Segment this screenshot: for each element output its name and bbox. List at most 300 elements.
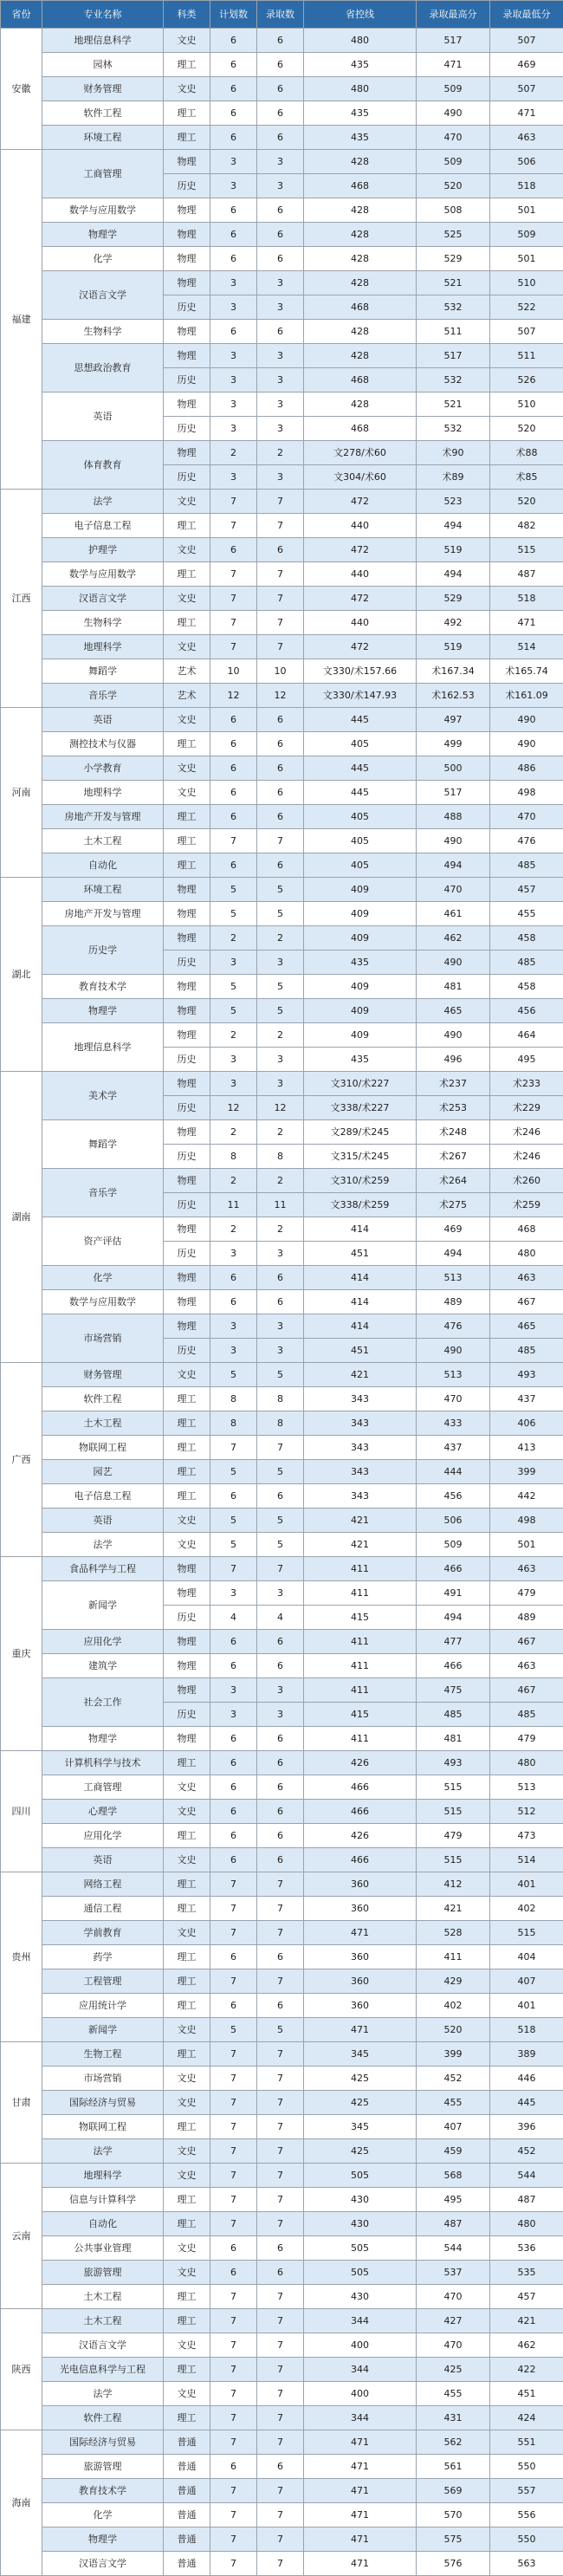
control-line-cell: 409 xyxy=(304,999,417,1023)
plan-count-cell: 6 xyxy=(210,1290,257,1314)
major-cell: 英语 xyxy=(42,393,164,441)
max-score-cell: 569 xyxy=(417,2479,490,2503)
control-line-cell: 414 xyxy=(304,1217,417,1242)
admit-count-cell: 2 xyxy=(257,441,304,465)
plan-count-cell: 6 xyxy=(210,77,257,101)
major-cell: 土木工程 xyxy=(42,2309,164,2333)
plan-count-cell: 2 xyxy=(210,1169,257,1193)
admit-count-cell: 7 xyxy=(257,2503,304,2527)
table-row xyxy=(1,2503,563,2527)
admit-count-cell: 7 xyxy=(257,1969,304,1994)
control-line-cell: 400 xyxy=(304,2382,417,2406)
admit-count-cell: 6 xyxy=(257,732,304,756)
admit-count-cell: 6 xyxy=(257,1654,304,1678)
min-score-cell: 522 xyxy=(490,295,563,320)
control-line-cell: 426 xyxy=(304,1824,417,1848)
admit-count-cell: 6 xyxy=(257,538,304,562)
table-row xyxy=(1,53,563,77)
control-line-cell: 文304/术60 xyxy=(304,465,417,490)
plan-count-cell: 3 xyxy=(210,951,257,975)
max-score-cell: 511 xyxy=(417,320,490,344)
min-score-cell: 468 xyxy=(490,1217,563,1242)
min-score-cell: 术260 xyxy=(490,1169,563,1193)
table-row xyxy=(1,2139,563,2164)
plan-count-cell: 2 xyxy=(210,926,257,951)
plan-count-cell: 3 xyxy=(210,465,257,490)
subject-type-cell: 物理 xyxy=(164,902,210,926)
admit-count-cell: 3 xyxy=(257,417,304,441)
plan-count-cell: 3 xyxy=(210,1242,257,1266)
admit-count-cell: 7 xyxy=(257,2430,304,2455)
min-score-cell: 465 xyxy=(490,1314,563,1339)
min-score-cell: 485 xyxy=(490,853,563,878)
major-cell: 应用化学 xyxy=(42,1630,164,1654)
max-score-cell: 528 xyxy=(417,1921,490,1945)
admit-count-cell: 7 xyxy=(257,2139,304,2164)
max-score-cell: 411 xyxy=(417,1945,490,1969)
admit-count-cell: 3 xyxy=(257,368,304,393)
max-score-cell: 517 xyxy=(417,344,490,368)
admit-count-cell: 6 xyxy=(257,53,304,77)
table-row xyxy=(1,2406,563,2430)
table-row xyxy=(1,2333,563,2358)
min-score-cell: 526 xyxy=(490,368,563,393)
subject-type-cell: 物理 xyxy=(164,1072,210,1096)
table-row xyxy=(1,684,563,708)
major-cell: 国际经济与贸易 xyxy=(42,2091,164,2115)
major-cell: 资产评估 xyxy=(42,1217,164,1266)
min-score-cell: 455 xyxy=(490,902,563,926)
plan-count-cell: 6 xyxy=(210,1727,257,1751)
control-line-cell: 428 xyxy=(304,150,417,174)
subject-type-cell: 文史 xyxy=(164,1363,210,1387)
control-line-cell: 411 xyxy=(304,1727,417,1751)
control-line-cell: 411 xyxy=(304,1654,417,1678)
admit-count-cell: 7 xyxy=(257,514,304,538)
table-row xyxy=(1,1654,563,1678)
plan-count-cell: 7 xyxy=(210,2212,257,2236)
subject-type-cell: 理工 xyxy=(164,1824,210,1848)
subject-type-cell: 理工 xyxy=(164,101,210,126)
table-row xyxy=(1,1509,563,1533)
max-score-cell: 455 xyxy=(417,2382,490,2406)
max-score-cell: 521 xyxy=(417,393,490,417)
max-score-cell: 402 xyxy=(417,1994,490,2018)
plan-count-cell: 7 xyxy=(210,635,257,659)
table-row xyxy=(1,659,563,684)
admit-count-cell: 6 xyxy=(257,1751,304,1775)
admit-count-cell: 3 xyxy=(257,271,304,295)
table-row xyxy=(1,1824,563,1848)
plan-count-cell: 7 xyxy=(210,1557,257,1581)
subject-type-cell: 历史 xyxy=(164,1048,210,1072)
control-line-cell: 471 xyxy=(304,2503,417,2527)
admit-count-cell: 4 xyxy=(257,1606,304,1630)
table-row xyxy=(1,975,563,999)
control-line-cell: 文310/术227 xyxy=(304,1072,417,1096)
table-row xyxy=(1,635,563,659)
plan-count-cell: 3 xyxy=(210,344,257,368)
control-line-cell: 343 xyxy=(304,1484,417,1509)
table-row xyxy=(1,2236,563,2261)
max-score-cell: 479 xyxy=(417,1824,490,1848)
min-score-cell: 479 xyxy=(490,1581,563,1606)
max-score-cell: 481 xyxy=(417,975,490,999)
plan-count-cell: 7 xyxy=(210,1872,257,1897)
table-row xyxy=(1,1945,563,1969)
min-score-cell: 404 xyxy=(490,1945,563,1969)
table-row xyxy=(1,344,563,368)
table-row xyxy=(1,1630,563,1654)
control-line-cell: 445 xyxy=(304,781,417,805)
major-cell: 环境工程 xyxy=(42,126,164,150)
subject-type-cell: 理工 xyxy=(164,2212,210,2236)
major-cell: 市场营销 xyxy=(42,1314,164,1363)
subject-type-cell: 理工 xyxy=(164,1969,210,1994)
admit-count-cell: 5 xyxy=(257,1363,304,1387)
max-score-cell: 491 xyxy=(417,1581,490,1606)
plan-count-cell: 3 xyxy=(210,1339,257,1363)
plan-count-cell: 7 xyxy=(210,2285,257,2309)
max-score-cell: 525 xyxy=(417,223,490,247)
table-row xyxy=(1,441,563,465)
admit-count-cell: 3 xyxy=(257,1339,304,1363)
plan-count-cell: 6 xyxy=(210,1266,257,1290)
min-score-cell: 510 xyxy=(490,393,563,417)
major-cell: 网络工程 xyxy=(42,1872,164,1897)
table-row xyxy=(1,77,563,101)
plan-count-cell: 6 xyxy=(210,53,257,77)
admit-count-cell: 3 xyxy=(257,1581,304,1606)
table-row xyxy=(1,587,563,611)
table-row xyxy=(1,2309,563,2333)
admit-count-cell: 5 xyxy=(257,1509,304,1533)
province-cell: 江西 xyxy=(1,490,42,708)
plan-count-cell: 5 xyxy=(210,902,257,926)
subject-type-cell: 文史 xyxy=(164,2236,210,2261)
table-row xyxy=(1,999,563,1023)
table-row xyxy=(1,2261,563,2285)
max-score-cell: 529 xyxy=(417,247,490,271)
max-score-cell: 509 xyxy=(417,77,490,101)
min-score-cell: 463 xyxy=(490,126,563,150)
max-score-cell: 475 xyxy=(417,1678,490,1703)
min-score-cell: 术88 xyxy=(490,441,563,465)
major-cell: 电子信息工程 xyxy=(42,514,164,538)
min-score-cell: 487 xyxy=(490,2188,563,2212)
min-score-cell: 520 xyxy=(490,490,563,514)
major-cell: 法学 xyxy=(42,490,164,514)
max-score-cell: 495 xyxy=(417,2188,490,2212)
province-cell: 福建 xyxy=(1,150,42,490)
min-score-cell: 470 xyxy=(490,805,563,829)
admit-count-cell: 12 xyxy=(257,1096,304,1120)
admit-count-cell: 5 xyxy=(257,2018,304,2042)
subject-type-cell: 文史 xyxy=(164,2139,210,2164)
major-cell: 新闻学 xyxy=(42,2018,164,2042)
control-line-cell: 505 xyxy=(304,2164,417,2188)
control-line-cell: 471 xyxy=(304,2552,417,2576)
control-line-cell: 428 xyxy=(304,344,417,368)
min-score-cell: 518 xyxy=(490,2018,563,2042)
plan-count-cell: 6 xyxy=(210,2236,257,2261)
min-score-cell: 402 xyxy=(490,1897,563,1921)
control-line-cell: 451 xyxy=(304,1242,417,1266)
admit-count-cell: 7 xyxy=(257,2091,304,2115)
admit-count-cell: 3 xyxy=(257,1678,304,1703)
major-cell: 地理信息科学 xyxy=(42,1023,164,1072)
subject-type-cell: 文史 xyxy=(164,490,210,514)
major-cell: 数学与应用数学 xyxy=(42,198,164,223)
admit-count-cell: 7 xyxy=(257,1921,304,1945)
max-score-cell: 470 xyxy=(417,2333,490,2358)
plan-count-cell: 7 xyxy=(210,2139,257,2164)
min-score-cell: 389 xyxy=(490,2042,563,2067)
table-row xyxy=(1,271,563,295)
subject-type-cell: 文史 xyxy=(164,1775,210,1800)
min-score-cell: 480 xyxy=(490,2212,563,2236)
control-line-cell: 430 xyxy=(304,2285,417,2309)
control-line-cell: 344 xyxy=(304,2309,417,2333)
header-max-score: 录取最高分 xyxy=(417,1,490,29)
max-score-cell: 490 xyxy=(417,951,490,975)
max-score-cell: 576 xyxy=(417,2552,490,2576)
major-cell: 心理学 xyxy=(42,1800,164,1824)
table-row xyxy=(1,2455,563,2479)
subject-type-cell: 文史 xyxy=(164,2018,210,2042)
major-cell: 生物科学 xyxy=(42,611,164,635)
major-cell: 工程管理 xyxy=(42,1969,164,1994)
subject-type-cell: 理工 xyxy=(164,611,210,635)
control-line-cell: 428 xyxy=(304,223,417,247)
control-line-cell: 405 xyxy=(304,732,417,756)
major-cell: 环境工程 xyxy=(42,878,164,902)
max-score-cell: 术264 xyxy=(417,1169,490,1193)
plan-count-cell: 7 xyxy=(210,2527,257,2552)
subject-type-cell: 物理 xyxy=(164,150,210,174)
subject-type-cell: 理工 xyxy=(164,2115,210,2139)
province-cell: 河南 xyxy=(1,708,42,878)
control-line-cell: 421 xyxy=(304,1509,417,1533)
admit-count-cell: 6 xyxy=(257,126,304,150)
min-score-cell: 术229 xyxy=(490,1096,563,1120)
major-cell: 音乐学 xyxy=(42,1169,164,1217)
major-cell: 物理学 xyxy=(42,223,164,247)
max-score-cell: 452 xyxy=(417,2067,490,2091)
control-line-cell: 428 xyxy=(304,198,417,223)
max-score-cell: 575 xyxy=(417,2527,490,2552)
header-row xyxy=(1,1,563,29)
major-cell: 房地产开发与管理 xyxy=(42,805,164,829)
min-score-cell: 399 xyxy=(490,1460,563,1484)
admit-count-cell: 2 xyxy=(257,1120,304,1145)
control-line-cell: 414 xyxy=(304,1290,417,1314)
control-line-cell: 421 xyxy=(304,1363,417,1387)
plan-count-cell: 7 xyxy=(210,2115,257,2139)
subject-type-cell: 历史 xyxy=(164,1606,210,1630)
table-row xyxy=(1,1169,563,1193)
control-line-cell: 405 xyxy=(304,805,417,829)
control-line-cell: 435 xyxy=(304,951,417,975)
subject-type-cell: 物理 xyxy=(164,223,210,247)
control-line-cell: 411 xyxy=(304,1581,417,1606)
subject-type-cell: 文史 xyxy=(164,2067,210,2091)
subject-type-cell: 理工 xyxy=(164,805,210,829)
control-line-cell: 411 xyxy=(304,1557,417,1581)
plan-count-cell: 7 xyxy=(210,2333,257,2358)
min-score-cell: 518 xyxy=(490,587,563,611)
control-line-cell: 360 xyxy=(304,1945,417,1969)
max-score-cell: 500 xyxy=(417,756,490,781)
province-cell: 四川 xyxy=(1,1751,42,1872)
min-score-cell: 498 xyxy=(490,1509,563,1533)
table-row xyxy=(1,150,563,174)
plan-count-cell: 7 xyxy=(210,1436,257,1460)
max-score-cell: 519 xyxy=(417,538,490,562)
plan-count-cell: 5 xyxy=(210,1533,257,1557)
control-line-cell: 435 xyxy=(304,53,417,77)
plan-count-cell: 3 xyxy=(210,150,257,174)
min-score-cell: 550 xyxy=(490,2527,563,2552)
control-line-cell: 435 xyxy=(304,126,417,150)
admit-count-cell: 6 xyxy=(257,223,304,247)
major-cell: 物理学 xyxy=(42,1727,164,1751)
plan-count-cell: 2 xyxy=(210,441,257,465)
min-score-cell: 471 xyxy=(490,101,563,126)
admit-count-cell: 2 xyxy=(257,1023,304,1048)
major-cell: 市场营销 xyxy=(42,2067,164,2091)
major-cell: 化学 xyxy=(42,247,164,271)
subject-type-cell: 物理 xyxy=(164,393,210,417)
control-line-cell: 405 xyxy=(304,829,417,853)
control-line-cell: 428 xyxy=(304,320,417,344)
admit-count-cell: 3 xyxy=(257,295,304,320)
control-line-cell: 472 xyxy=(304,490,417,514)
subject-type-cell: 理工 xyxy=(164,1945,210,1969)
admit-count-cell: 3 xyxy=(257,1072,304,1096)
admit-count-cell: 7 xyxy=(257,1897,304,1921)
major-cell: 工商管理 xyxy=(42,1775,164,1800)
admit-count-cell: 3 xyxy=(257,1048,304,1072)
table-row xyxy=(1,29,563,53)
control-line-cell: 471 xyxy=(304,2018,417,2042)
control-line-cell: 466 xyxy=(304,1848,417,1872)
major-cell: 地理科学 xyxy=(42,2164,164,2188)
plan-count-cell: 6 xyxy=(210,1484,257,1509)
min-score-cell: 479 xyxy=(490,1727,563,1751)
min-score-cell: 445 xyxy=(490,2091,563,2115)
subject-type-cell: 历史 xyxy=(164,1242,210,1266)
admit-count-cell: 6 xyxy=(257,29,304,53)
admit-count-cell: 5 xyxy=(257,902,304,926)
major-cell: 思想政治教育 xyxy=(42,344,164,393)
major-cell: 物理学 xyxy=(42,999,164,1023)
admit-count-cell: 6 xyxy=(257,77,304,101)
subject-type-cell: 物理 xyxy=(164,1654,210,1678)
major-cell: 化学 xyxy=(42,2503,164,2527)
min-score-cell: 471 xyxy=(490,611,563,635)
subject-type-cell: 理工 xyxy=(164,1872,210,1897)
min-score-cell: 476 xyxy=(490,829,563,853)
table-row xyxy=(1,2042,563,2067)
table-row xyxy=(1,2285,563,2309)
table-row xyxy=(1,1994,563,2018)
major-cell: 汉语言文学 xyxy=(42,271,164,320)
subject-type-cell: 文史 xyxy=(164,1533,210,1557)
control-line-cell: 文330/术147.93 xyxy=(304,684,417,708)
table-row xyxy=(1,756,563,781)
subject-type-cell: 物理 xyxy=(164,198,210,223)
admit-count-cell: 2 xyxy=(257,1169,304,1193)
major-cell: 软件工程 xyxy=(42,2406,164,2430)
subject-type-cell: 物理 xyxy=(164,1678,210,1703)
control-line-cell: 471 xyxy=(304,2430,417,2455)
table-row xyxy=(1,126,563,150)
plan-count-cell: 7 xyxy=(210,1897,257,1921)
major-cell: 旅游管理 xyxy=(42,2261,164,2285)
control-line-cell: 343 xyxy=(304,1436,417,1460)
max-score-cell: 499 xyxy=(417,732,490,756)
major-cell: 地理信息科学 xyxy=(42,29,164,53)
control-line-cell: 文330/术157.66 xyxy=(304,659,417,684)
plan-count-cell: 6 xyxy=(210,538,257,562)
max-score-cell: 509 xyxy=(417,1533,490,1557)
subject-type-cell: 物理 xyxy=(164,1217,210,1242)
admit-count-cell: 5 xyxy=(257,975,304,999)
plan-count-cell: 3 xyxy=(210,271,257,295)
table-row xyxy=(1,2091,563,2115)
max-score-cell: 544 xyxy=(417,2236,490,2261)
admit-count-cell: 8 xyxy=(257,1387,304,1411)
max-score-cell: 487 xyxy=(417,2212,490,2236)
min-score-cell: 506 xyxy=(490,150,563,174)
max-score-cell: 429 xyxy=(417,1969,490,1994)
admit-count-cell: 6 xyxy=(257,708,304,732)
plan-count-cell: 6 xyxy=(210,1751,257,1775)
min-score-cell: 557 xyxy=(490,2479,563,2503)
subject-type-cell: 文史 xyxy=(164,756,210,781)
max-score-cell: 532 xyxy=(417,417,490,441)
major-cell: 工商管理 xyxy=(42,150,164,198)
control-line-cell: 文338/术227 xyxy=(304,1096,417,1120)
subject-type-cell: 普通 xyxy=(164,2527,210,2552)
admit-count-cell: 5 xyxy=(257,999,304,1023)
plan-count-cell: 11 xyxy=(210,1193,257,1217)
min-score-cell: 556 xyxy=(490,2503,563,2527)
table-row xyxy=(1,2552,563,2576)
control-line-cell: 430 xyxy=(304,2212,417,2236)
plan-count-cell: 7 xyxy=(210,587,257,611)
min-score-cell: 501 xyxy=(490,198,563,223)
control-line-cell: 400 xyxy=(304,2333,417,2358)
admit-count-cell: 3 xyxy=(257,1242,304,1266)
table-row xyxy=(1,708,563,732)
table-row xyxy=(1,1436,563,1460)
plan-count-cell: 7 xyxy=(210,2042,257,2067)
max-score-cell: 521 xyxy=(417,271,490,295)
min-score-cell: 563 xyxy=(490,2552,563,2576)
min-score-cell: 520 xyxy=(490,417,563,441)
min-score-cell: 482 xyxy=(490,514,563,538)
max-score-cell: 490 xyxy=(417,101,490,126)
subject-type-cell: 理工 xyxy=(164,2309,210,2333)
plan-count-cell: 6 xyxy=(210,2455,257,2479)
subject-type-cell: 文史 xyxy=(164,538,210,562)
min-score-cell: 498 xyxy=(490,781,563,805)
admit-count-cell: 6 xyxy=(257,756,304,781)
admit-count-cell: 7 xyxy=(257,2552,304,2576)
province-cell: 重庆 xyxy=(1,1557,42,1751)
